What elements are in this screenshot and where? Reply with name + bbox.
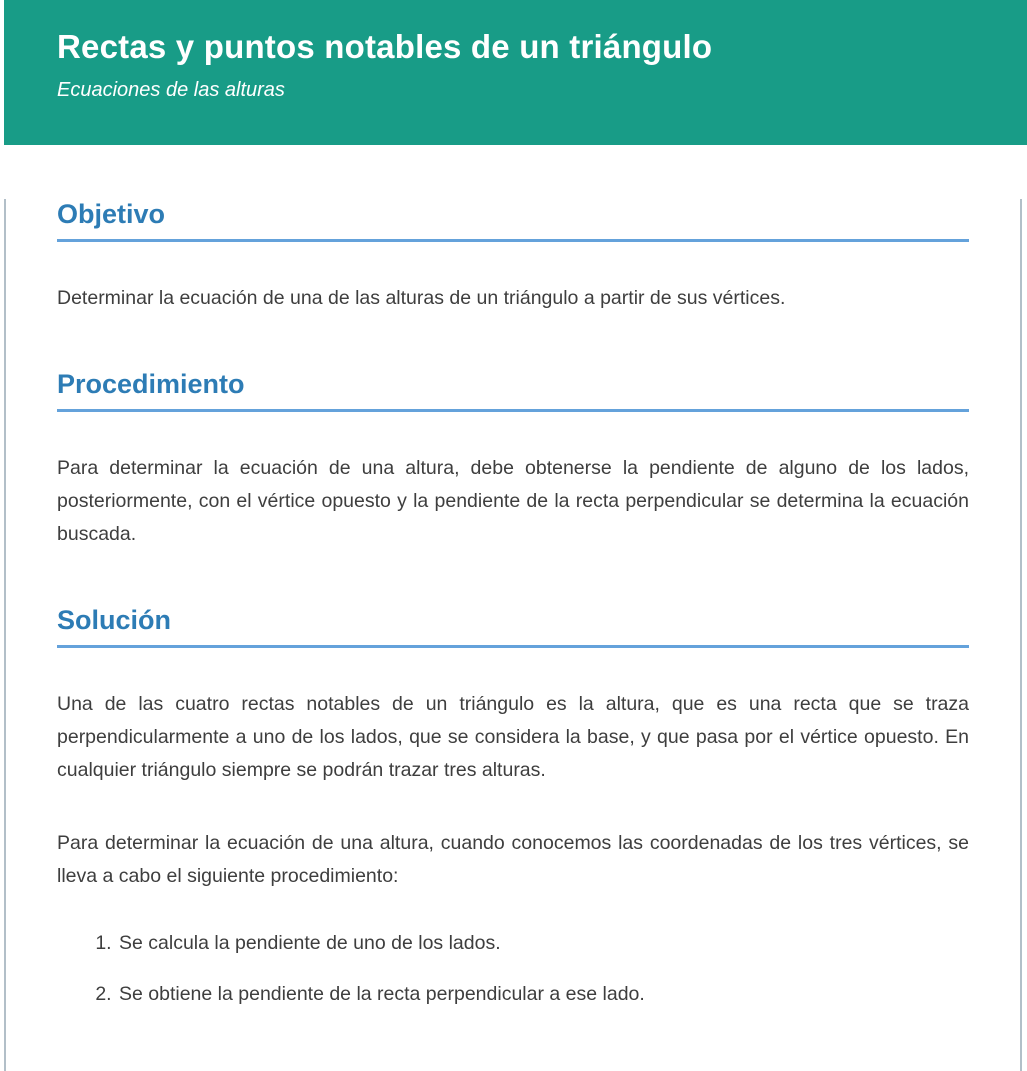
page-title: Rectas y puntos notables de un triángulo (57, 28, 713, 65)
list-item: 2. Se obtiene la pendiente de la recta perpendicular a ese lado. (117, 978, 969, 1011)
section-heading-procedimiento: Procedimiento (57, 369, 969, 412)
paragraph: Para determinar la ecuación de una altura, cuando conocemos las coordenadas de los tres vértices, se lleva a cabo el siguiente procedimiento: (57, 832, 969, 887)
section-procedimiento (57, 369, 969, 551)
page-subtitle: Ecuaciones de las alturas (57, 79, 285, 102)
document-body (4, 199, 1022, 1071)
page-header (4, 0, 1027, 145)
paragraph: Una de las cuatro rectas notables de un triángulo es la altura, que es una recta que se traza perpendicularmente a uno de los lados, que se considera la base, y que pasa por el vértice opuesto. En cualquier triángulo siempre se podrán trazar tres alturas. (57, 693, 969, 781)
section-solucion (57, 605, 969, 1011)
section-objetivo (57, 199, 969, 315)
procedure-steps-list (57, 927, 969, 1011)
section-heading-solucion: Solución (57, 605, 969, 648)
section-heading-objetivo: Objetivo (57, 199, 969, 242)
list-item: 1. Se calcula la pendiente de uno de los lados. (117, 927, 969, 960)
paragraph: Determinar la ecuación de una de las alturas de un triángulo a partir de sus vértices. (57, 287, 786, 309)
paragraph: Para determinar la ecuación de una altura, debe obtenerse la pendiente de alguno de los lados, posteriormente, con el vértice opuesto y la pendiente de la recta perpendicular se determina la ecuación buscada. (57, 457, 969, 545)
